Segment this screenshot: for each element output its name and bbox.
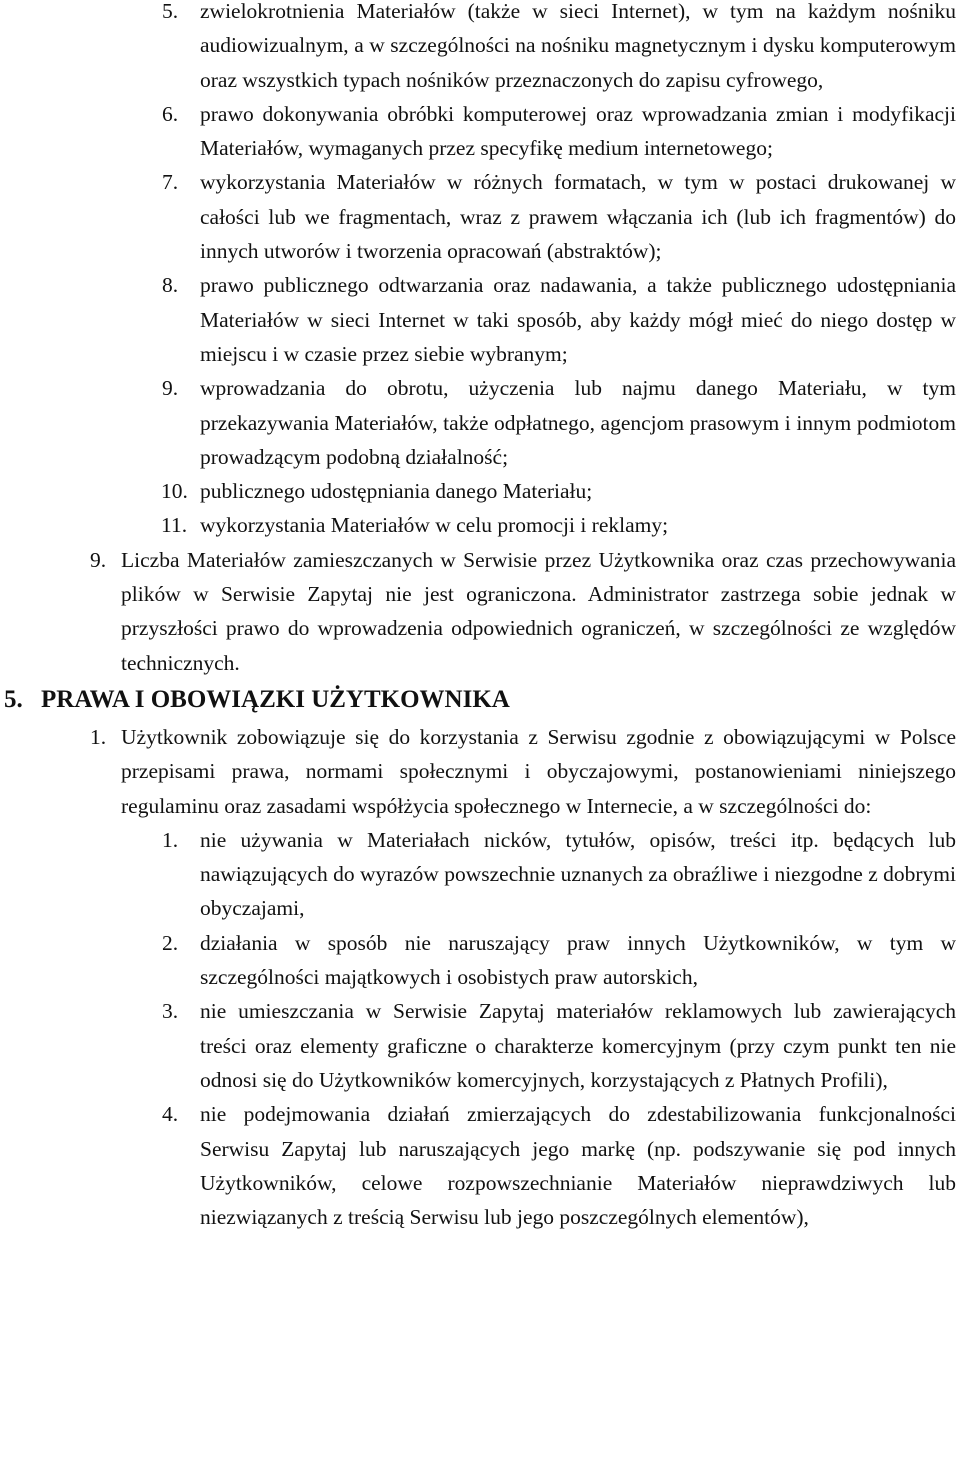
list-item-text: wprowadzania do obrotu, użyczenia lub najmu danego Materiału, w tym przekazywania Materiałów, także odpłatnego, agencjom prasowym i innym podmiotom prowadzącym podobną działalność; [200,376,956,469]
list-item-number: 7. [162,170,179,195]
list-item-text: wykorzystania Materiałów w celu promocji i reklamy; [200,513,669,538]
list-item-text: wykorzystania Materiałów w różnych formatach, w tym w postaci drukowanej w całości lub we fragmentach, wraz z prawem włączania ich (lub ich fragmentów) do innych utworów i tworzenia opracowań (abstraktów); [200,170,956,264]
list-item-text: działania w sposób nie naruszający praw innych Użytkowników, w tym w szczególności majątkowych i osobistych praw autorskich, [200,930,956,990]
list-item [162,165,956,268]
list-item-number: 11. [161,513,188,538]
list-item-number: 2. [162,930,179,955]
section-number: 5. [4,685,23,713]
list-item-number: 8. [162,273,179,298]
list-item-number: 6. [162,101,179,126]
licence-fields-list [0,0,960,543]
section-heading [4,684,960,716]
list-item-number: 9. [162,376,179,401]
list-item-number: 5. [162,0,179,23]
list-item-number: 10. [161,479,188,504]
list-item [162,0,956,97]
paragraph-number: 9. [90,547,107,572]
paragraph-point-1 [90,720,956,823]
section-title: PRAWA I OBOWIĄZKI UŻYTKOWNIKA [41,685,510,713]
paragraph-text: Liczba Materiałów zamieszczanych w Serwisie przez Użytkownika oraz czas przechowywania plików w Serwisie Zapytaj nie jest ograniczona. Administrator zastrzega sobie jednak w przyszłości prawo do wprowadzenia odpowiednich ograniczeń, w szczególności ze względów technicznych. [121,547,956,675]
paragraph-text: Użytkownik zobowiązuje się do korzystania z Serwisu zgodnie z obowiązującymi w Polsce przepisami prawa, normami społecznymi i obyczajowymi, postanowieniami niniejszego regulaminu oraz zasadami współżycia społecznego w Internecie, a w szczególności do: [121,724,956,818]
list-item-text: nie używania w Materiałach nicków, tytułów, opisów, treści itp. będących lub nawiązujących do wyrazów powszechnie uznanych za obraźliwe i niezgodne z dobrymi obyczajami, [200,827,956,921]
list-item-text: nie umieszczania w Serwisie Zapytaj materiałów reklamowych lub zawierających treści oraz elementy graficzne o charakterze komercyjnym (przy czym punkt ten nie odnosi się do Użytkowników komercyjnych, korzystających z Płatnych Profili), [200,999,956,1092]
list-item-text: publicznego udostępniania danego Materiału; [200,479,593,504]
list-item [162,371,956,474]
paragraph-number: 1. [90,724,107,749]
list-item-text: prawo publicznego odtwarzania oraz nadawania, a także publicznego udostępniania Materiałów w sieci Internet w taki sposób, aby każdy mógł mieć do niego dostęp w miejscu i w czasie przez siebie wybranym; [200,273,956,366]
list-item [162,823,956,926]
list-item-number: 4. [162,1102,179,1127]
list-item [162,926,956,995]
list-item-text: zwielokrotnienia Materiałów (także w sieci Internet), w tym na każdym nośniku audiowizualnym, a w szczególności na nośniku magnetycznym i dysku komputerowym oraz wszystkich typach nośników przeznaczonych do zapisu cyfrowego, [200,0,956,92]
list-item-text: prawo dokonywania obróbki komputerowej oraz wprowadzania zmian i modyfikacji Materiałów, wymaganych przez specyfikę medium internetowego; [200,101,956,161]
list-item [162,994,956,1097]
user-obligations-list [0,823,960,1235]
list-item-number: 3. [162,999,179,1024]
paragraph-point-9 [90,543,956,680]
list-item [161,508,956,542]
list-item [161,474,956,508]
list-item-number: 1. [162,827,179,852]
list-item [162,1097,956,1234]
list-item [162,268,956,371]
list-item [162,97,956,166]
list-item-text: nie podejmowania działań zmierzających do zdestabilizowania funkcjonalności Serwisu Zapytaj lub naruszających jego markę (np. podszywanie się pod innych Użytkowników, celowe rozpowszechnianie Materiałów nieprawdziwych lub niezwiązanych z treścią Serwisu lub jego poszczególnych elementów), [200,1102,956,1230]
